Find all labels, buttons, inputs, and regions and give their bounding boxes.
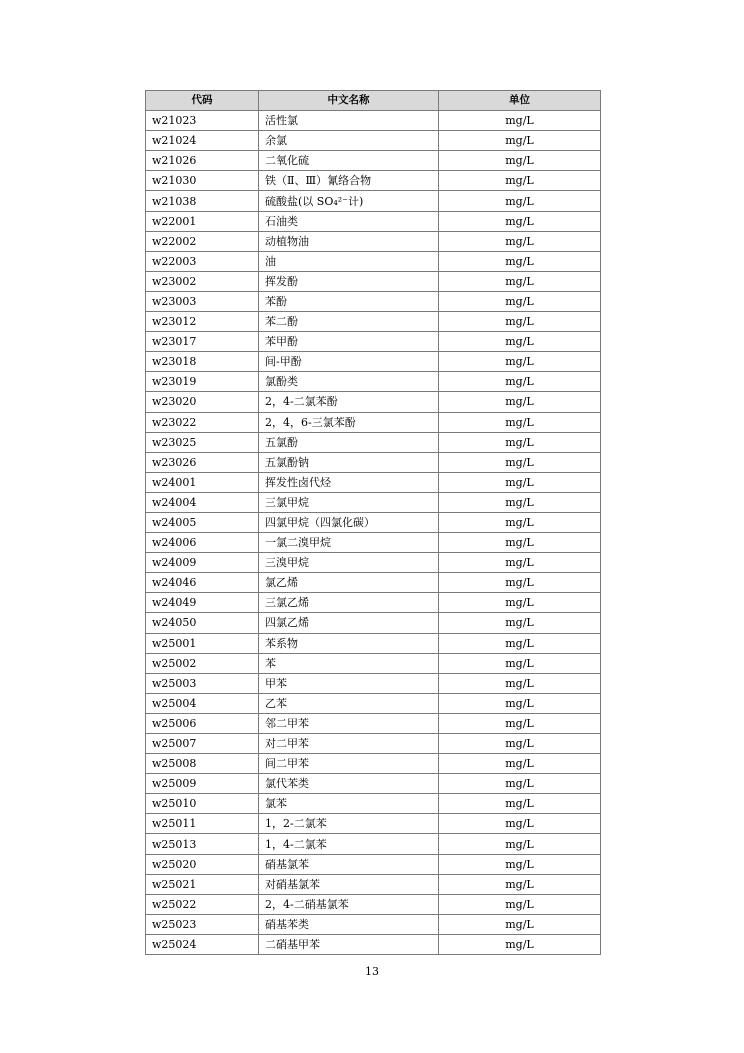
cell-name: 硝基苯类 [259,914,439,934]
table-row [146,854,601,874]
cell-unit: mg/L [439,251,601,271]
cell-unit: mg/L [439,874,601,894]
cell-code: w25007 [146,734,259,754]
cell-unit: mg/L [439,533,601,553]
table-row [146,291,601,311]
cell-unit: mg/L [439,613,601,633]
cell-name: 五氯酚钠 [259,452,439,472]
cell-name: 氯乙烯 [259,573,439,593]
table-row [146,392,601,412]
cell-code: w22003 [146,251,259,271]
cell-unit: mg/L [439,593,601,613]
cell-code: w24004 [146,492,259,512]
table-row [146,914,601,934]
table-row [146,894,601,914]
cell-code: w24049 [146,593,259,613]
cell-unit: mg/L [439,372,601,392]
table-row [146,653,601,673]
table-row [146,251,601,271]
cell-code: w25002 [146,653,259,673]
header-row [146,91,601,111]
table-row [146,472,601,492]
table-row [146,794,601,814]
cell-name: 1，2-二氯苯 [259,814,439,834]
cell-code: w25023 [146,914,259,934]
cell-name: 活性氯 [259,111,439,131]
table-row [146,834,601,854]
cell-unit: mg/L [439,774,601,794]
cell-unit: mg/L [439,713,601,733]
cell-unit: mg/L [439,332,601,352]
table-row [146,934,601,954]
table-row [146,171,601,191]
table-row [146,593,601,613]
cell-unit: mg/L [439,312,601,332]
table-row [146,734,601,754]
table-row [146,452,601,472]
cell-name: 油 [259,251,439,271]
table-row [146,673,601,693]
cell-unit: mg/L [439,814,601,834]
cell-unit: mg/L [439,111,601,131]
table-row [146,814,601,834]
cell-code: w22001 [146,211,259,231]
cell-name: 苯二酚 [259,312,439,332]
cell-code: w25009 [146,774,259,794]
table-row [146,613,601,633]
cell-code: w21030 [146,171,259,191]
cell-code: w24046 [146,573,259,593]
cell-name: 石油类 [259,211,439,231]
cell-name: 动植物油 [259,231,439,251]
cell-code: w25022 [146,894,259,914]
cell-name: 五氯酚 [259,432,439,452]
cell-name: 对硝基氯苯 [259,874,439,894]
table-row [146,352,601,372]
cell-name: 2，4，6-三氯苯酚 [259,412,439,432]
cell-name: 氯苯 [259,794,439,814]
cell-unit: mg/L [439,412,601,432]
cell-code: w25008 [146,754,259,774]
cell-code: w25004 [146,693,259,713]
cell-unit: mg/L [439,151,601,171]
cell-unit: mg/L [439,673,601,693]
cell-unit: mg/L [439,914,601,934]
table-body [146,111,601,955]
cell-code: w25006 [146,713,259,733]
cell-name: 挥发性卤代烃 [259,472,439,492]
cell-name: 余氯 [259,131,439,151]
cell-code: w24006 [146,533,259,553]
cell-code: w22002 [146,231,259,251]
cell-name: 二硝基甲苯 [259,934,439,954]
table-row [146,191,601,211]
cell-code: w23003 [146,291,259,311]
cell-code: w21024 [146,131,259,151]
cell-unit: mg/L [439,934,601,954]
table-row [146,412,601,432]
cell-name: 乙苯 [259,693,439,713]
cell-name: 对二甲苯 [259,734,439,754]
cell-code: w23012 [146,312,259,332]
cell-code: w25024 [146,934,259,954]
table-row [146,633,601,653]
table-row [146,372,601,392]
table-header [146,91,601,111]
cell-unit: mg/L [439,211,601,231]
cell-code: w23017 [146,332,259,352]
table-row [146,332,601,352]
cell-unit: mg/L [439,834,601,854]
header-code: 代码 [146,91,259,111]
cell-unit: mg/L [439,754,601,774]
table-row [146,492,601,512]
cell-unit: mg/L [439,734,601,754]
table-row [146,432,601,452]
page-number: 13 [365,965,379,978]
cell-unit: mg/L [439,553,601,573]
table-row [146,754,601,774]
cell-name: 三溴甲烷 [259,553,439,573]
cell-name: 甲苯 [259,673,439,693]
cell-code: w25021 [146,874,259,894]
cell-code: w25020 [146,854,259,874]
cell-name: 四氯甲烷（四氯化碳） [259,512,439,532]
cell-code: w23002 [146,271,259,291]
cell-name: 间-甲酚 [259,352,439,372]
cell-name: 二氧化硫 [259,151,439,171]
cell-name: 苯 [259,653,439,673]
cell-unit: mg/L [439,894,601,914]
table-row [146,533,601,553]
table-row [146,553,601,573]
table-row [146,312,601,332]
header-name: 中文名称 [259,91,439,111]
cell-code: w21023 [146,111,259,131]
cell-code: w23022 [146,412,259,432]
table-row [146,512,601,532]
cell-code: w25011 [146,814,259,834]
cell-unit: mg/L [439,291,601,311]
cell-unit: mg/L [439,794,601,814]
cell-unit: mg/L [439,191,601,211]
cell-name: 四氯乙烯 [259,613,439,633]
cell-name: 硫酸盐(以 SO₄²⁻计) [259,191,439,211]
table-row [146,151,601,171]
cell-unit: mg/L [439,492,601,512]
cell-name: 苯甲酚 [259,332,439,352]
cell-code: w21038 [146,191,259,211]
cell-code: w25003 [146,673,259,693]
table-row [146,231,601,251]
cell-code: w23026 [146,452,259,472]
cell-unit: mg/L [439,131,601,151]
cell-code: w24001 [146,472,259,492]
cell-code: w24009 [146,553,259,573]
cell-code: w25001 [146,633,259,653]
cell-unit: mg/L [439,633,601,653]
table-row [146,211,601,231]
cell-name: 三氯乙烯 [259,593,439,613]
cell-code: w21026 [146,151,259,171]
cell-name: 间二甲苯 [259,754,439,774]
cell-unit: mg/L [439,352,601,372]
table-row [146,874,601,894]
table-row [146,693,601,713]
cell-unit: mg/L [439,472,601,492]
pollutant-code-table [145,90,601,955]
cell-unit: mg/L [439,231,601,251]
cell-name: 邻二甲苯 [259,713,439,733]
cell-unit: mg/L [439,573,601,593]
cell-name: 1，4-二氯苯 [259,834,439,854]
cell-unit: mg/L [439,271,601,291]
cell-name: 挥发酚 [259,271,439,291]
cell-name: 硝基氯苯 [259,854,439,874]
cell-unit: mg/L [439,512,601,532]
cell-code: w24005 [146,512,259,532]
cell-unit: mg/L [439,452,601,472]
cell-name: 铁（Ⅱ、Ⅲ）氰络合物 [259,171,439,191]
cell-code: w25010 [146,794,259,814]
table-row [146,774,601,794]
cell-name: 氯酚类 [259,372,439,392]
table-row [146,713,601,733]
cell-code: w23018 [146,352,259,372]
table-row [146,271,601,291]
cell-code: w23025 [146,432,259,452]
cell-code: w23020 [146,392,259,412]
cell-name: 2，4-二硝基氯苯 [259,894,439,914]
cell-unit: mg/L [439,392,601,412]
cell-name: 三氯甲烷 [259,492,439,512]
cell-name: 2，4-二氯苯酚 [259,392,439,412]
header-unit: 单位 [439,91,601,111]
table-row [146,131,601,151]
cell-unit: mg/L [439,171,601,191]
table-row [146,111,601,131]
cell-name: 氯代苯类 [259,774,439,794]
cell-name: 一氯二溴甲烷 [259,533,439,553]
cell-unit: mg/L [439,653,601,673]
cell-code: w24050 [146,613,259,633]
cell-unit: mg/L [439,432,601,452]
cell-name: 苯系物 [259,633,439,653]
cell-unit: mg/L [439,854,601,874]
cell-code: w25013 [146,834,259,854]
cell-name: 苯酚 [259,291,439,311]
cell-code: w23019 [146,372,259,392]
cell-unit: mg/L [439,693,601,713]
table-row [146,573,601,593]
